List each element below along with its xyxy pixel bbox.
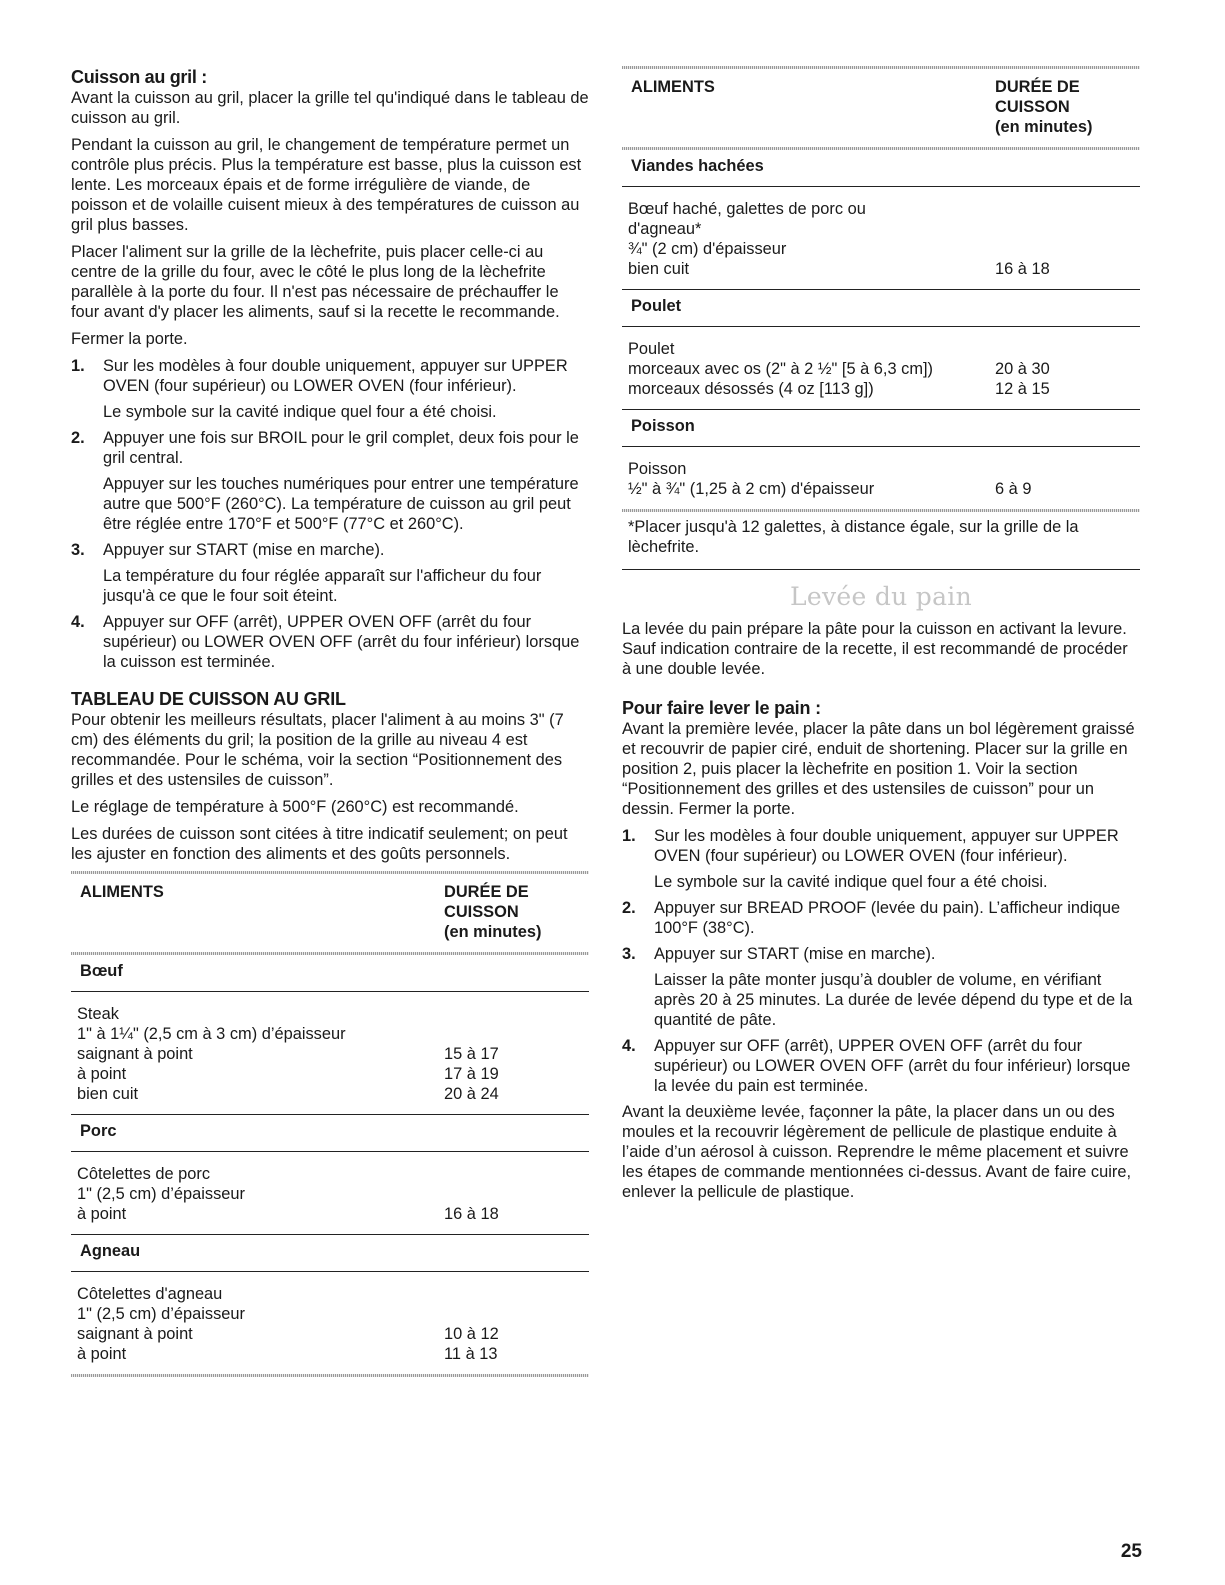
food-line: à point xyxy=(77,1065,127,1083)
paragraph: Le réglage de température à 500°F (260°C) est recommandé. xyxy=(71,798,519,816)
food-line: Côtelettes d'agneau xyxy=(77,1285,223,1303)
category-row xyxy=(71,1115,589,1152)
time-line xyxy=(995,219,1140,239)
step-note: La température du four réglée apparaît sur l'afficheur du four jusqu'à ce que le four soit éteint. xyxy=(103,567,542,605)
food-line: bien cuit xyxy=(77,1085,139,1103)
step-body xyxy=(654,826,1140,892)
paragraph: Pendant la cuisson au gril, le changement de température permet un contrôle plus précis. Plus la température est basse, plus la cuisson est lente. Les morceaux épais et de forme irrégulière de viande, de poisson et de volaille cuisent mieux à des températures de cuisson au gril plus basses. xyxy=(71,136,582,234)
food-description xyxy=(71,1152,444,1235)
category-name: Agneau xyxy=(71,1235,589,1272)
left-column xyxy=(71,66,589,1377)
step-text: Appuyer sur OFF (arrêt), UPPER OVEN OFF (arrêt du four supérieur) ou LOWER OVEN OFF (arrêt du four inférieur) lorsque la cuisson est terminée. xyxy=(103,613,580,671)
table-bottom-rule xyxy=(71,1374,589,1377)
time-line xyxy=(995,339,1140,359)
time-line: 15 à 17 xyxy=(444,1045,499,1063)
bread-proof-instructions: Avant la première levée, placer la pâte dans un bol légèrement graissé et recouvrir de papier ciré, enduit de shortening. Placer sur la grille en position 2, puis placer la lèchefrite en position 1. Voir la section “Positionnement des grilles et des ustensiles de cuisson” pour un dessin. Fermer la porte. xyxy=(622,720,1135,818)
column-header-time xyxy=(444,874,589,952)
bread-proof-intro: La levée du pain prépare la pâte pour la cuisson en activant la levure. Sauf indication contraire de la recette, il est recommandé de procéder à une double levée. xyxy=(622,620,1128,678)
time-line xyxy=(444,1004,589,1024)
item-row xyxy=(622,447,1140,510)
paragraph: Fermer la porte. xyxy=(71,330,188,348)
step-number: 3. xyxy=(622,945,636,963)
column-header-time xyxy=(995,69,1140,147)
cook-time xyxy=(444,1152,589,1235)
broil-footnote: *Placer jusqu'à 12 galettes, à distance égale, sur la grille de la lèchefrite. xyxy=(622,512,1140,570)
broil-table xyxy=(622,69,1140,509)
step-note: Le symbole sur la cavité indique quel four a été choisi. xyxy=(654,873,1048,891)
cook-time xyxy=(444,1272,589,1375)
step-text: Appuyer sur START (mise en marche). xyxy=(654,945,936,963)
category-name: Viandes hachées xyxy=(622,150,1140,187)
time-line: 12 à 15 xyxy=(995,380,1050,398)
category-row xyxy=(622,150,1140,187)
food-line: ½" à ¾" (1,25 à 2 cm) d'épaisseur xyxy=(628,480,875,498)
time-line: 16 à 18 xyxy=(444,1205,499,1223)
broil-chart-right xyxy=(622,66,1140,512)
header-line: (en minutes) xyxy=(995,118,1093,136)
header-line: (en minutes) xyxy=(444,923,542,941)
step-body xyxy=(103,356,589,422)
step-number: 4. xyxy=(622,1037,636,1055)
food-line: Poulet xyxy=(628,340,675,358)
step-note: Laisser la pâte monter jusqu’à doubler de volume, en vérifiant après 20 à 25 minutes. La durée de levée dépend du type et de la quantité de pâte. xyxy=(654,971,1133,1029)
grill-steps xyxy=(71,356,589,672)
food-line: 1" (2,5 cm) d’épaisseur xyxy=(77,1185,245,1203)
table-header-row xyxy=(71,874,589,952)
food-line: ¾" (2 cm) d'épaisseur xyxy=(628,240,787,258)
food-description xyxy=(622,327,995,410)
item-row xyxy=(622,187,1140,290)
bread-proof-steps xyxy=(622,826,1140,1096)
column-header-food: ALIMENTS xyxy=(631,78,715,96)
item-row xyxy=(71,1272,589,1375)
time-line xyxy=(444,1284,589,1304)
step-item xyxy=(622,944,1140,1030)
step-item xyxy=(622,898,1140,938)
step-text: Sur les modèles à four double uniquement, appuyer sur UPPER OVEN (four supérieur) ou LOWER OVEN (four inférieur). xyxy=(654,827,1119,865)
step-number: 3. xyxy=(71,541,85,559)
step-item xyxy=(622,1036,1140,1096)
cook-time xyxy=(444,992,589,1115)
broil-table-intro xyxy=(71,710,589,864)
food-line: à point xyxy=(77,1205,127,1223)
step-number: 2. xyxy=(622,899,636,917)
food-description xyxy=(71,1272,444,1375)
time-line: 20 à 24 xyxy=(444,1085,499,1103)
item-row xyxy=(71,1152,589,1235)
grill-heading: Cuisson au gril : xyxy=(71,67,207,87)
food-description xyxy=(71,992,444,1115)
step-note: Appuyer sur les touches numériques pour entrer une température autre que 500°F (260°C). La température de cuisson au gril peut être réglée entre 170°F et 500°F (77°C et 260°C). xyxy=(103,475,579,533)
time-line xyxy=(444,1164,589,1184)
bread-proof-heading: Pour faire lever le pain : xyxy=(622,698,821,718)
cook-time xyxy=(995,327,1140,410)
food-line: morceaux désossés (4 oz [113 g]) xyxy=(628,380,874,398)
time-line xyxy=(444,1024,589,1044)
step-text: Appuyer sur START (mise en marche). xyxy=(103,541,385,559)
broil-table xyxy=(71,874,589,1374)
time-line: 16 à 18 xyxy=(995,260,1050,278)
header-line: CUISSON xyxy=(995,98,1070,116)
category-name: Bœuf xyxy=(71,955,589,992)
food-line: d'agneau* xyxy=(628,220,702,238)
page-number: 25 xyxy=(1120,1541,1142,1562)
cook-time xyxy=(995,447,1140,510)
time-line: 20 à 30 xyxy=(995,360,1050,378)
step-number: 1. xyxy=(622,827,636,845)
time-line xyxy=(995,199,1140,219)
time-line: 17 à 19 xyxy=(444,1065,499,1083)
step-item xyxy=(71,356,589,422)
step-text: Sur les modèles à four double uniquement, appuyer sur UPPER OVEN (four supérieur) ou LOWER OVEN (four inférieur). xyxy=(103,357,568,395)
time-line: 6 à 9 xyxy=(995,480,1032,498)
header-line: CUISSON xyxy=(444,903,519,921)
step-body xyxy=(103,612,589,672)
time-line xyxy=(995,239,1140,259)
food-line: morceaux avec os (2" à 2 ½" [5 à 6,3 cm]) xyxy=(628,360,933,378)
header-line: DURÉE DE xyxy=(444,883,529,901)
broil-table-heading: TABLEAU DE CUISSON AU GRIL xyxy=(71,689,346,709)
paragraph: Les durées de cuisson sont citées à titre indicatif seulement; on peut les ajuster en fonction des aliments et des goûts personnels. xyxy=(71,825,568,863)
category-row xyxy=(622,410,1140,447)
food-line: saignant à point xyxy=(77,1325,193,1343)
food-line: Bœuf haché, galettes de porc ou xyxy=(628,200,866,218)
table-header-row xyxy=(622,69,1140,147)
broil-chart-left xyxy=(71,871,589,1377)
food-line: Poisson xyxy=(628,460,687,478)
step-note: Le symbole sur la cavité indique quel four a été choisi. xyxy=(103,403,497,421)
right-column xyxy=(622,66,1140,1209)
food-line: Côtelettes de porc xyxy=(77,1165,211,1183)
header-line: DURÉE DE xyxy=(995,78,1080,96)
time-line: 10 à 12 xyxy=(444,1325,499,1343)
step-text: Appuyer sur OFF (arrêt), UPPER OVEN OFF (arrêt du four supérieur) ou LOWER OVEN OFF (arrêt du four inférieur) lorsque la levée du pain est terminée. xyxy=(654,1037,1131,1095)
time-line: 11 à 13 xyxy=(444,1345,498,1363)
item-row xyxy=(622,327,1140,410)
step-text: Appuyer sur BREAD PROOF (levée du pain). L’afficheur indique 100°F (38°C). xyxy=(654,899,1121,937)
food-line: à point xyxy=(77,1345,127,1363)
step-body xyxy=(654,1036,1140,1096)
food-line: bien cuit xyxy=(628,260,690,278)
step-body xyxy=(103,428,589,534)
category-row xyxy=(71,1235,589,1272)
step-item xyxy=(71,612,589,672)
cook-time xyxy=(995,187,1140,290)
category-row xyxy=(622,290,1140,327)
step-item xyxy=(71,428,589,534)
food-description xyxy=(622,187,995,290)
bread-proof-closing: Avant la deuxième levée, façonner la pâte, la placer dans un ou des moules et la recouvrir légèrement de pellicule de plastique enduite à l’aide d’un aérosol à cuisson. Reprendre le même placement et suivre les étapes de commande mentionnées ci-dessus. Avant de faire cuire, enlever la pellicule de plastique. xyxy=(622,1103,1132,1201)
item-row xyxy=(71,992,589,1115)
step-number: 4. xyxy=(71,613,85,631)
category-name: Poisson xyxy=(622,410,1140,447)
category-name: Porc xyxy=(71,1115,589,1152)
step-number: 1. xyxy=(71,357,85,375)
food-description xyxy=(622,447,995,510)
step-text: Appuyer une fois sur BROIL pour le gril complet, deux fois pour le gril central. xyxy=(103,429,579,467)
column-header-food: ALIMENTS xyxy=(80,883,164,901)
bread-proof-section-title: Levée du pain xyxy=(789,582,972,611)
grill-intro xyxy=(71,88,589,349)
step-item xyxy=(71,540,589,606)
food-line: saignant à point xyxy=(77,1045,193,1063)
food-line: 1" à 1¼" (2,5 cm à 3 cm) d’épaisseur xyxy=(77,1025,346,1043)
paragraph: Placer l'aliment sur la grille de la lèchefrite, puis placer celle-ci au centre de la grille du four, avec le côté le plus long de la lèchefrite parallèle à la porte du four. Il n'est pas nécessaire de préchauffer le four avant d'y placer les aliments, sauf si la recette le recommande. xyxy=(71,243,560,321)
time-line xyxy=(444,1184,589,1204)
paragraph: Avant la cuisson au gril, placer la grille tel qu'indiqué dans le tableau de cuisson au gril. xyxy=(71,89,589,127)
category-name: Poulet xyxy=(622,290,1140,327)
step-item xyxy=(622,826,1140,892)
food-line: Steak xyxy=(77,1005,119,1023)
step-body xyxy=(654,944,1140,1030)
time-line xyxy=(995,459,1140,479)
step-body xyxy=(654,898,1140,938)
paragraph: Pour obtenir les meilleurs résultats, placer l'aliment à au moins 3" (7 cm) des éléments du gril; la position de la grille au niveau 4 est recommandée. Pour le schéma, voir la section “Positionnement des grilles et des ustensiles de cuisson”. xyxy=(71,711,564,789)
step-number: 2. xyxy=(71,429,85,447)
category-row xyxy=(71,955,589,992)
food-line: 1" (2,5 cm) d’épaisseur xyxy=(77,1305,245,1323)
step-body xyxy=(103,540,589,606)
time-line xyxy=(444,1304,589,1324)
